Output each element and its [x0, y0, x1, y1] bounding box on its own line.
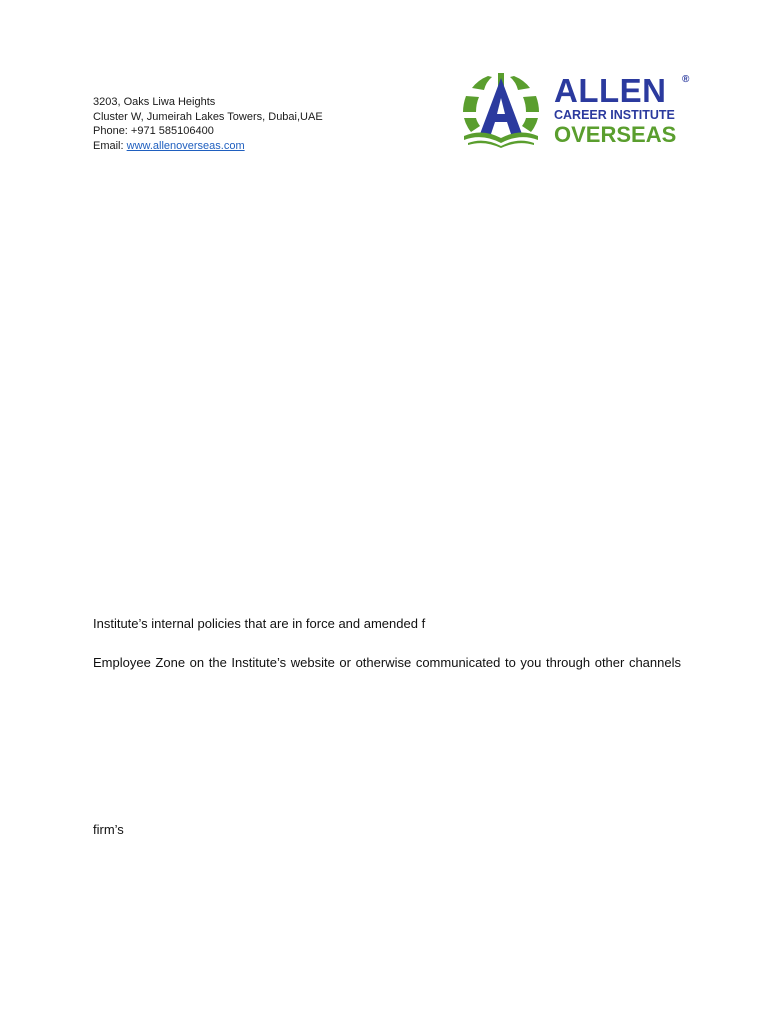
paragraph-employee-zone-text: Employee Zone on the Institute’s website or otherwise communicated to you through other channels [93, 655, 681, 670]
logo-wordmark [554, 72, 690, 147]
paragraph-policies: Institute’s internal policies that are in force and amended f [93, 616, 426, 631]
paragraph-firms: firm’s [93, 822, 124, 837]
registered-mark: ® [682, 74, 690, 85]
letterhead-address [93, 95, 323, 153]
logo-region: OVERSEAS [554, 122, 677, 147]
logo-subtitle: CAREER INSTITUTE [554, 108, 675, 122]
phone-line: Phone: +971 585106400 [93, 125, 214, 138]
logo-name: ALLEN [554, 72, 667, 109]
website-link[interactable]: www.allenoverseas.com [126, 139, 245, 152]
email-label: Email: [93, 139, 127, 152]
globe-with-letter-a-icon [458, 70, 544, 148]
address-line-1: 3203, Oaks Liwa Heights [93, 96, 216, 108]
company-logo [458, 70, 694, 150]
address-line-2: Cluster W, Jumeirah Lakes Towers, Dubai,UAE [93, 110, 323, 123]
email-line [93, 139, 323, 154]
paragraph-employee-zone [93, 655, 681, 670]
